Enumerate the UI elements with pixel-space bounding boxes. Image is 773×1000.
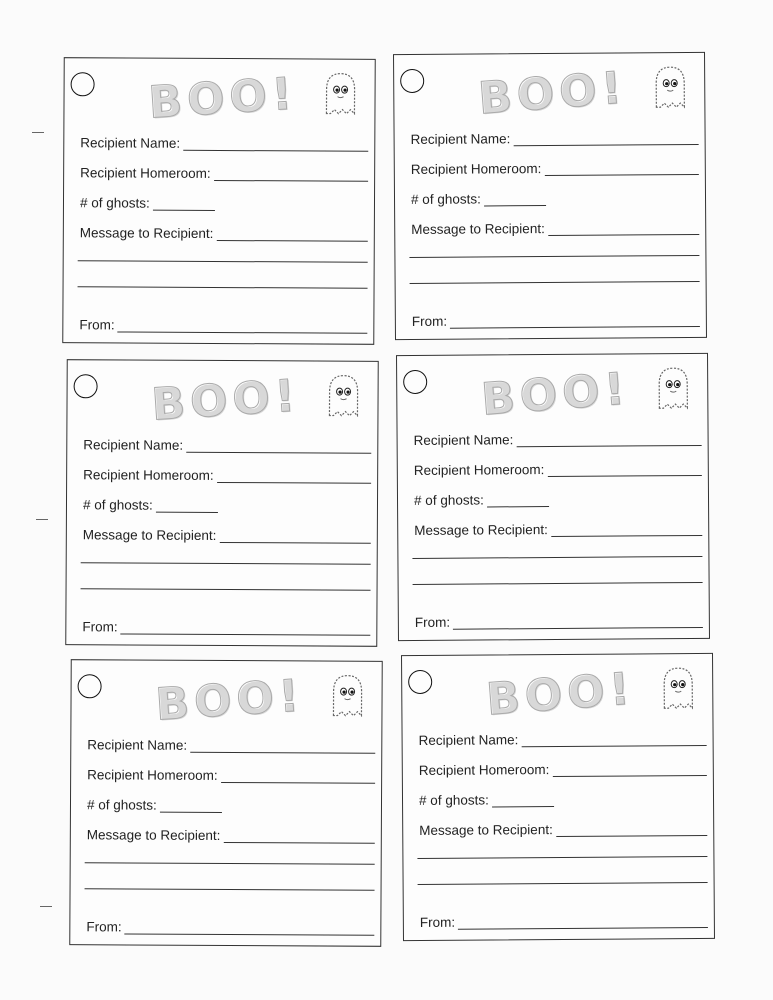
ghost-icon [649, 364, 697, 412]
boo-title: BOO! [154, 670, 306, 731]
ghost-icon [323, 672, 371, 720]
message-field[interactable] [80, 222, 368, 242]
message-line[interactable] [556, 823, 708, 837]
boo-title: BOO! [150, 370, 302, 431]
punch-hole-circle [74, 374, 98, 398]
ghost-icon [646, 63, 694, 111]
recipient-name-line[interactable] [521, 733, 706, 747]
scan-mark [40, 906, 52, 907]
message-label: Message to Recipient: [411, 221, 545, 237]
ghosts-count-field[interactable] [83, 494, 371, 514]
homeroom-line[interactable] [221, 770, 376, 784]
message-label: Message to Recipient: [79, 225, 214, 241]
ghost-gram-card [65, 359, 378, 647]
recipient-name-field[interactable] [83, 434, 371, 454]
from-field[interactable] [79, 314, 367, 334]
from-line[interactable] [458, 915, 708, 930]
message-blank-line[interactable] [418, 882, 708, 885]
homeroom-line[interactable] [544, 162, 699, 176]
ghosts-count-field[interactable] [414, 488, 702, 508]
from-label: From: [414, 614, 451, 630]
ghosts-count-label: # of ghosts: [413, 492, 484, 508]
from-field[interactable] [86, 916, 374, 936]
homeroom-label: Recipient Homeroom: [413, 462, 545, 478]
message-blank-line[interactable] [78, 260, 368, 263]
ghosts-count-field[interactable] [419, 788, 707, 808]
recipient-name-label: Recipient Name: [413, 432, 514, 448]
homeroom-label: Recipient Homeroom: [83, 467, 214, 483]
boo-title: BOO! [476, 62, 629, 125]
scan-mark [36, 519, 48, 520]
message-field[interactable] [87, 824, 375, 844]
from-field[interactable] [82, 616, 370, 636]
from-line[interactable] [453, 615, 703, 630]
homeroom-label: Recipient Homeroom: [418, 762, 550, 778]
message-field[interactable] [83, 524, 371, 544]
message-label: Message to Recipient: [86, 827, 221, 843]
ghost-gram-card [69, 659, 382, 947]
ghost-gram-card [62, 57, 375, 345]
message-blank-line[interactable] [85, 888, 375, 891]
from-field[interactable] [412, 309, 700, 329]
message-blank-line[interactable] [85, 862, 375, 865]
from-label: From: [79, 317, 115, 333]
recipient-name-line[interactable] [183, 138, 368, 152]
ghosts-count-field[interactable] [80, 192, 368, 212]
ghosts-count-line[interactable] [156, 500, 218, 513]
boo-title: BOO! [484, 663, 637, 726]
boo-title: BOO! [147, 68, 299, 129]
from-label: From: [82, 619, 118, 635]
from-label: From: [86, 919, 122, 935]
punch-hole-circle [403, 370, 427, 394]
recipient-name-line[interactable] [190, 740, 375, 754]
ghosts-count-field[interactable] [87, 794, 375, 814]
ghosts-count-label: # of ghosts: [82, 497, 153, 513]
recipient-name-label: Recipient Name: [418, 732, 519, 748]
message-blank-line[interactable] [410, 281, 700, 284]
ghost-gram-card [401, 653, 715, 941]
recipient-name-label: Recipient Name: [80, 135, 181, 151]
message-blank-line[interactable] [81, 588, 371, 591]
message-blank-line[interactable] [412, 556, 702, 559]
message-line[interactable] [223, 830, 374, 844]
homeroom-line[interactable] [552, 763, 707, 777]
homeroom-line[interactable] [217, 470, 372, 484]
from-field[interactable] [420, 910, 708, 930]
homeroom-line[interactable] [214, 168, 369, 182]
homeroom-label: Recipient Homeroom: [410, 161, 542, 177]
recipient-name-field[interactable] [80, 132, 368, 152]
from-line[interactable] [121, 621, 371, 635]
message-blank-line[interactable] [413, 582, 703, 585]
homeroom-field[interactable] [80, 162, 368, 182]
ghosts-count-label: # of ghosts: [79, 195, 150, 211]
homeroom-field[interactable] [83, 464, 371, 484]
homeroom-field[interactable] [419, 758, 707, 778]
ghosts-count-label: # of ghosts: [86, 797, 157, 813]
homeroom-field[interactable] [411, 157, 699, 177]
ghost-gram-card [396, 353, 710, 641]
recipient-name-label: Recipient Name: [410, 131, 511, 147]
ghosts-count-label: # of ghosts: [418, 792, 489, 808]
message-field[interactable] [419, 818, 707, 838]
ghosts-count-line[interactable] [153, 198, 215, 211]
ghosts-count-line[interactable] [487, 494, 549, 507]
homeroom-field[interactable] [414, 458, 702, 478]
message-label: Message to Recipient: [82, 527, 217, 543]
from-line[interactable] [125, 921, 375, 935]
message-field[interactable] [411, 217, 699, 237]
ghost-icon [319, 372, 367, 420]
homeroom-label: Recipient Homeroom: [80, 165, 211, 181]
message-blank-line[interactable] [409, 255, 699, 258]
ghost-icon [654, 664, 702, 712]
recipient-name-field[interactable] [411, 127, 699, 147]
message-blank-line[interactable] [78, 286, 368, 289]
recipient-name-field[interactable] [87, 734, 375, 754]
homeroom-label: Recipient Homeroom: [87, 767, 218, 783]
boo-title: BOO! [479, 363, 632, 426]
message-line[interactable] [551, 523, 703, 537]
punch-hole-circle [78, 674, 102, 698]
ghosts-count-line[interactable] [484, 193, 546, 206]
from-label: From: [419, 914, 456, 930]
recipient-name-label: Recipient Name: [83, 437, 184, 453]
message-blank-line[interactable] [81, 562, 371, 565]
recipient-name-label: Recipient Name: [87, 737, 188, 753]
from-line[interactable] [118, 319, 368, 333]
ghosts-count-label: # of ghosts: [410, 191, 481, 207]
recipient-name-field[interactable] [419, 728, 707, 748]
message-line[interactable] [219, 530, 370, 544]
ghost-icon [316, 70, 364, 118]
punch-hole-circle [71, 72, 95, 96]
recipient-name-line[interactable] [186, 440, 371, 454]
ghosts-count-field[interactable] [411, 187, 699, 207]
recipient-name-line[interactable] [513, 132, 698, 146]
ghosts-count-line[interactable] [160, 800, 222, 813]
message-label: Message to Recipient: [419, 822, 553, 838]
message-field[interactable] [414, 518, 702, 538]
ghosts-count-line[interactable] [492, 794, 554, 807]
scan-mark [32, 132, 44, 133]
from-line[interactable] [450, 314, 700, 329]
message-line[interactable] [216, 228, 367, 242]
homeroom-line[interactable] [547, 463, 702, 477]
message-blank-line[interactable] [417, 856, 707, 859]
message-label: Message to Recipient: [414, 522, 548, 538]
from-label: From: [411, 313, 448, 329]
homeroom-field[interactable] [87, 764, 375, 784]
recipient-name-field[interactable] [414, 428, 702, 448]
message-line[interactable] [548, 222, 700, 236]
ghost-gram-card [393, 52, 707, 340]
from-field[interactable] [415, 610, 703, 630]
recipient-name-line[interactable] [516, 433, 701, 447]
punch-hole-circle [408, 670, 432, 694]
punch-hole-circle [400, 69, 424, 93]
